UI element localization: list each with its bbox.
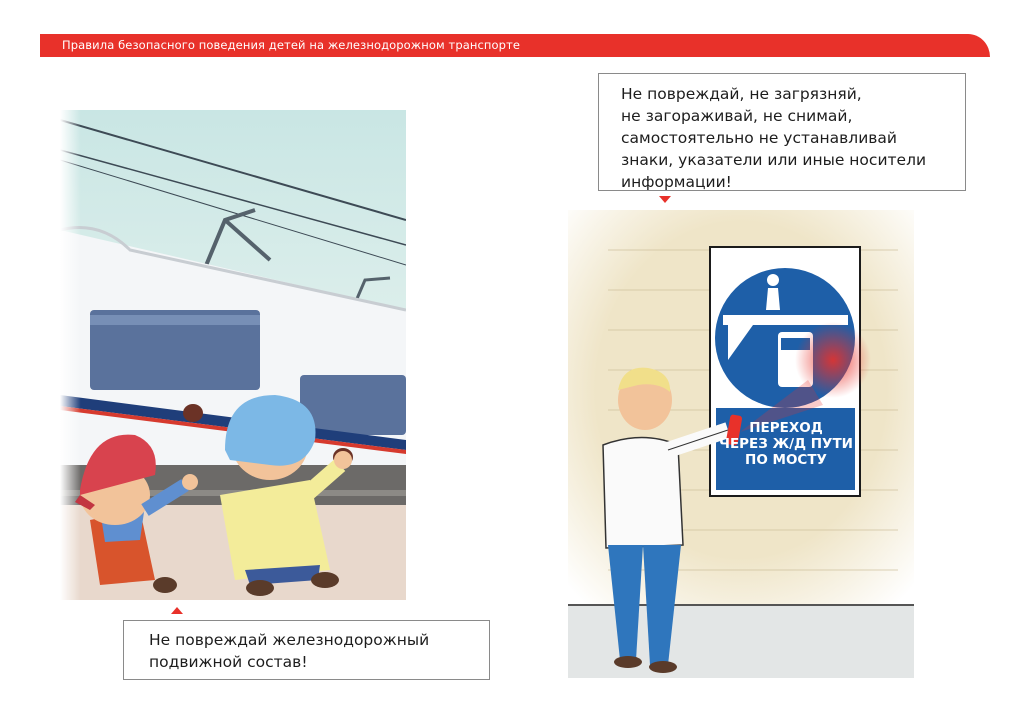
header-title: Правила безопасного поведения детей на железнодорожном транспорте [62,38,521,52]
caption-pointer-right [659,196,671,203]
caption-pointer-left [171,607,183,614]
caption-rolling-stock [123,620,490,680]
caption-rolling-stock-text: Не повреждай железнодорожный подвижной состав! [149,631,430,671]
sign-text: ПЕРЕХОД ЧЕРЕЗ Ж/Д ПУТИ ПО МОСТУ [719,420,853,468]
caption-sign-rules [598,73,966,191]
page-header [40,34,990,57]
children-throwing-stones-illustration [60,110,406,600]
caption-sign-rules-text: Не повреждай, не загрязняй, не загораживай, не снимай, самостоятельно не устанавливай знаки, указатели или иные носители информации! [621,85,927,191]
